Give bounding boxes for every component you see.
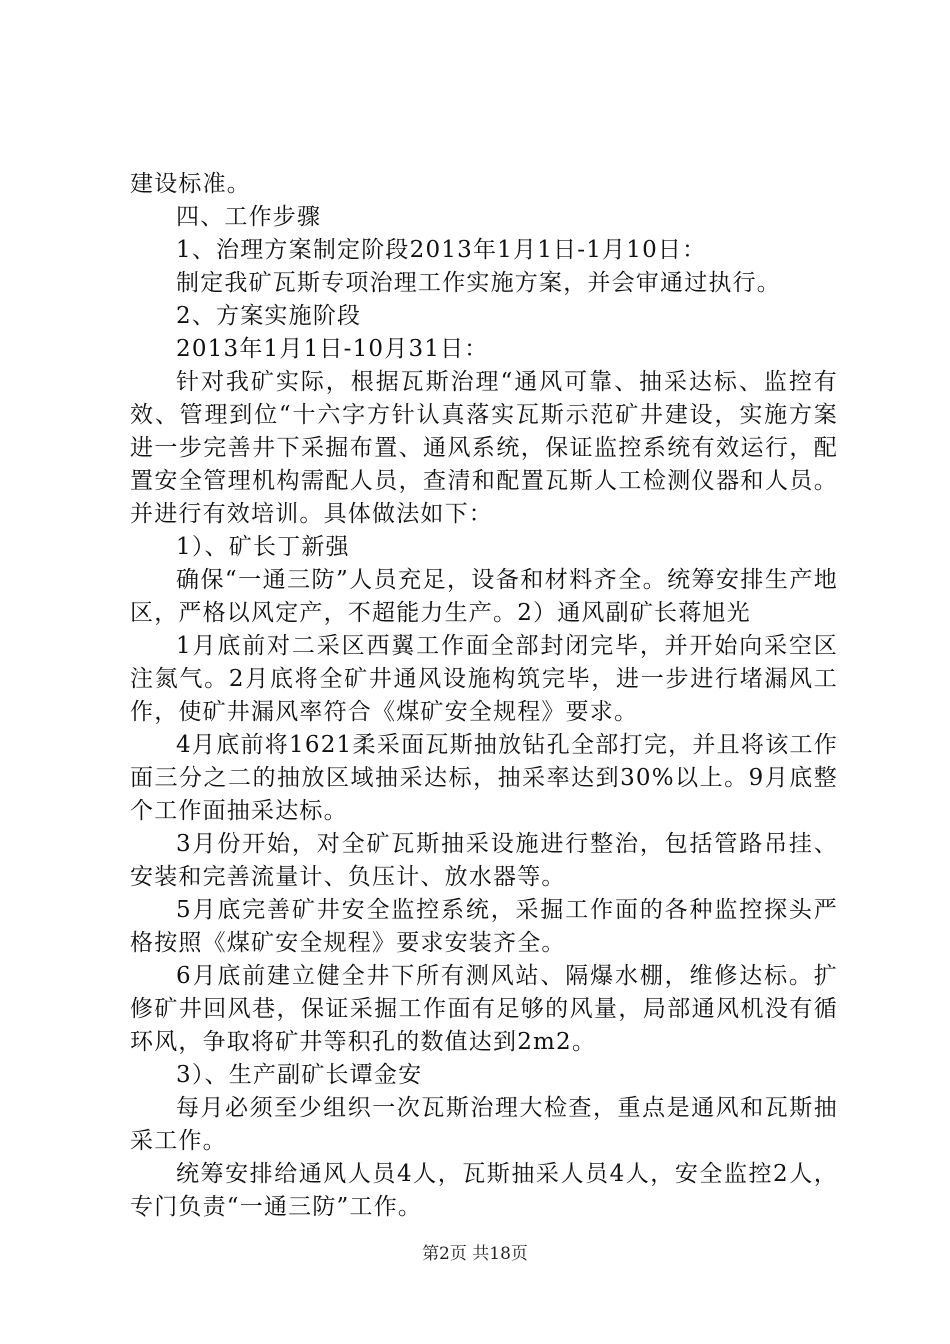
paragraph: 6月底前建立健全井下所有测风站、隔爆水棚，维修达标。扩修矿井回风巷，保证采掘工作面有足够的风量，局部通风机没有循环风，争取将矿井等积孔的数值达到2m2。 <box>130 963 838 1055</box>
paragraph: 制定我矿瓦斯专项治理工作实施方案，并会审通过执行。 <box>176 270 781 296</box>
paragraph: 3月份开始，对全矿瓦斯抽采设施进行整治，包括管路吊挂、安装和完善流量计、负压计、放水器等。 <box>130 831 838 890</box>
subheading: 1）、矿长丁新强 <box>176 534 350 560</box>
paragraph: 每月必须至少组织一次瓦斯治理大检查，重点是通风和瓦斯抽采工作。 <box>130 1095 838 1154</box>
paragraph: 2013年1月1日-10月31日： <box>176 336 489 362</box>
paragraph: 建设标准。 <box>130 171 251 197</box>
paragraph: 统筹安排给通风人员4人，瓦斯抽采人员4人，安全监控2人，专门负责“一通三防”工作。 <box>130 1161 838 1220</box>
subheading: 2、方案实施阶段 <box>176 303 362 329</box>
subheading: 1、治理方案制定阶段2013年1月1日-1月10日： <box>176 237 707 263</box>
section-heading: 四、工作步骤 <box>176 204 322 230</box>
paragraph: 5月底完善矿井安全监控系统，采掘工作面的各种监控探头严格按照《煤矿安全规程》要求安装齐全。 <box>130 897 838 956</box>
paragraph: 1月底前对二采区西翼工作面全部封闭完毕，并开始向采空区注氮气。2月底将全矿井通风设施构筑完毕，进一步进行堵漏风工作，使矿井漏风率符合《煤矿安全规程》要求。 <box>130 633 838 725</box>
paragraph: 针对我矿实际，根据瓦斯治理“通风可靠、抽采达标、监控有效、管理到位“十六字方针认真落实瓦斯示范矿井建设，实施方案进一步完善井下采掘布置、通风系统，保证监控系统有效运行，配置安全管理机构需配人员，查清和配置瓦斯人工检测仪器和人员。并进行有效培训。具体做法如下： <box>130 369 838 527</box>
page-number: 第2页 共18页 <box>422 1244 528 1264</box>
paragraph: 确保“一通三防”人员充足，设备和材料齐全。统筹安排生产地区，严格以风定产，不超能力生产。2）通风副矿长蒋旭光 <box>130 567 838 626</box>
subheading: 3）、生产副矿长谭金安 <box>176 1062 423 1088</box>
document-body <box>130 168 838 1224</box>
paragraph: 4月底前将1621柔采面瓦斯抽放钻孔全部打完，并且将该工作面三分之二的抽放区域抽采达标，抽采率达到30%以上。9月底整个工作面抽采达标。 <box>130 732 838 824</box>
